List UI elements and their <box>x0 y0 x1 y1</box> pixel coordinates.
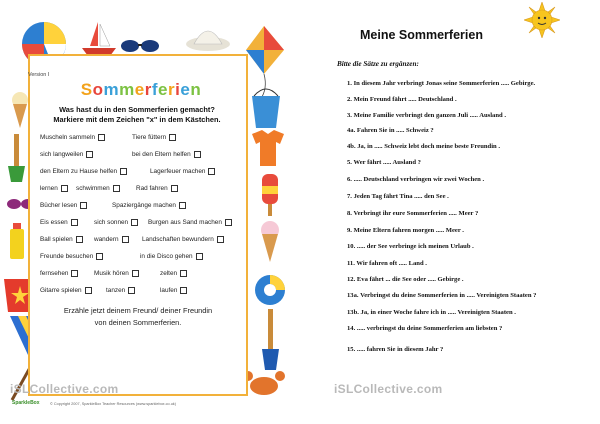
checkbox[interactable] <box>80 202 87 209</box>
activity-item[interactable]: zelten <box>160 270 187 277</box>
checkbox[interactable] <box>71 270 78 277</box>
tell-instruction-line-2: von deinen Sommerferien. <box>94 318 182 327</box>
checkbox[interactable] <box>122 236 129 243</box>
exercise-sentence: 2. Mein Freund fährt ..... Deutschland . <box>347 96 457 103</box>
exercise-sentence: 8. Verbringt ihr eure Sommerferien ..... Meer ? <box>347 210 479 217</box>
activity-item[interactable]: Landschaften bewundern <box>142 236 224 243</box>
checkbox[interactable] <box>128 287 135 294</box>
checkbox[interactable] <box>71 219 78 226</box>
question-line-1: Was hast du in den Sommerferien gemacht? <box>59 105 215 114</box>
rubber-ring-icon <box>255 275 285 305</box>
spade-icon <box>262 309 279 370</box>
sun-hat-icon <box>186 31 230 51</box>
watermark: iSLCollective.com <box>10 382 119 396</box>
left-worksheet-page <box>2 4 288 420</box>
activity-item[interactable]: in die Disco gehen <box>140 253 203 260</box>
exercise-sentence: 3. Meine Familie verbringt den ganzen Juli ..... Ausland . <box>347 112 506 119</box>
exercise-sentence: 15. ..... fahren Sie in diesem Jahr ? <box>347 346 444 353</box>
checkbox[interactable] <box>180 270 187 277</box>
checkbox[interactable] <box>131 219 138 226</box>
sunglasses-icon <box>121 40 159 52</box>
exercise-sentence: 7. Jeden Tag fährt Tina ..... den See . <box>347 193 449 200</box>
activity-item[interactable]: Freunde besuchen <box>40 253 103 260</box>
version-label: Version I <box>28 72 50 78</box>
ice-lolly-icon <box>262 174 278 216</box>
checkbox[interactable] <box>98 134 105 141</box>
checkbox[interactable] <box>76 236 83 243</box>
activity-item[interactable]: Spaziergänge machen <box>112 202 186 209</box>
checkbox[interactable] <box>120 168 127 175</box>
exercise-sentence: 11. Wir fahren oft ..... Land . <box>347 260 427 267</box>
checkbox[interactable] <box>132 270 139 277</box>
worksheet-title <box>66 80 216 100</box>
checkbox[interactable] <box>85 287 92 294</box>
sailboat-icon <box>82 22 116 56</box>
activity-item[interactable]: Rad fahren <box>136 185 178 192</box>
activity-item[interactable]: den Eltern zu Hause helfen <box>40 168 127 175</box>
sun-icon <box>524 2 560 38</box>
ice-cream-cone-icon <box>12 92 28 128</box>
exercise-sentence: 13b. Ja, in einer Woche fahre ich in ..... Vereinigten Staaten . <box>347 309 516 316</box>
right-page-title: Meine Sommerferien <box>360 28 483 42</box>
sparklebox-logo: SparkleBox <box>12 400 40 406</box>
checkbox[interactable] <box>171 185 178 192</box>
checkbox[interactable] <box>180 287 187 294</box>
activity-item[interactable]: Gitarre spielen <box>40 287 92 294</box>
activity-item[interactable]: Lagerfeuer machen <box>150 168 215 175</box>
checkbox[interactable] <box>96 253 103 260</box>
exercise-sentence: 9. Meine Eltern fahren morgen ..... Meer . <box>347 227 464 234</box>
worksheet-title-text: Sommerferien <box>80 80 202 99</box>
activity-item[interactable]: Ball spielen <box>40 236 83 243</box>
ice-cream-cone-icon <box>261 221 279 262</box>
activity-item[interactable]: sich sonnen <box>94 219 138 226</box>
exercise-sentence: 1. In diesem Jahr verbringt Jonas seine Sommerferien ..... Gebirge. <box>347 80 536 87</box>
watermark: iSLCollective.com <box>334 382 443 396</box>
checkbox[interactable] <box>169 134 176 141</box>
copyright-text: © Copyright 2007, SparkleBox Teacher Resources (www.sparklebox.co.uk) <box>50 402 176 406</box>
exercise-sentence: 4b. Ja, in ..... Schweiz lebt doch meine beste Freundin . <box>347 143 501 150</box>
checkbox[interactable] <box>196 253 203 260</box>
checkbox[interactable] <box>86 151 93 158</box>
activity-item[interactable]: lernen <box>40 185 68 192</box>
exercise-sentence: 14. ..... verbringst du deine Sommerferien am liebsten ? <box>347 325 503 332</box>
activity-item[interactable]: fernsehen <box>40 270 78 277</box>
instruction-text: Bitte die Sätze zu ergänzen: <box>337 60 419 68</box>
exercise-sentence: 4a. Fahren Sie in ..... Schweiz ? <box>347 127 434 134</box>
checkbox[interactable] <box>217 236 224 243</box>
checkbox[interactable] <box>194 151 201 158</box>
exercise-sentence: 5. Wer fährt ..... Ausland ? <box>347 159 421 166</box>
activity-item[interactable]: Musik hören <box>94 270 139 277</box>
checkbox[interactable] <box>208 168 215 175</box>
checkbox[interactable] <box>225 219 232 226</box>
activity-item[interactable]: schwimmen <box>76 185 120 192</box>
activity-item[interactable]: Bücher lesen <box>40 202 87 209</box>
exercise-sentence: 10. ..... der See verbringe ich meinen Urlaub . <box>347 243 474 250</box>
activity-item[interactable]: Burgen aus Sand machen <box>148 219 232 226</box>
question-line-2: Markiere mit dem Zeichen "x" in dem Kästchen. <box>53 115 221 124</box>
activity-item[interactable]: sich langweilen <box>40 151 93 158</box>
spade-icon <box>8 134 25 182</box>
bucket-icon <box>252 89 280 128</box>
activity-item[interactable]: Eis essen <box>40 219 78 226</box>
activity-item[interactable]: tanzen <box>106 287 135 294</box>
activity-item[interactable]: wandern <box>94 236 129 243</box>
tell-instruction-line-1: Erzähle jetzt deinem Freund/ deiner Freundin <box>63 306 213 315</box>
activity-item[interactable]: laufen <box>160 287 187 294</box>
t-shirt-icon <box>252 130 284 166</box>
activity-item[interactable]: Tiere füttern <box>132 134 176 141</box>
checkbox[interactable] <box>113 185 120 192</box>
exercise-sentence: 12. Eva fährt ... die See oder ..... Gebirge . <box>347 276 464 283</box>
activity-item[interactable]: bei den Eltern helfen <box>132 151 201 158</box>
exercise-sentence: 6. ..... Deutschland verbringen wir zwei Wochen . <box>347 176 485 183</box>
checkbox[interactable] <box>61 185 68 192</box>
exercise-sentence: 13a. Verbringst du deine Sommerferien in ..... Vereinigten Staaten ? <box>347 292 537 299</box>
sun-cream-bottle-icon <box>10 223 24 259</box>
checkbox[interactable] <box>179 202 186 209</box>
activity-item[interactable]: Muscheln sammeln <box>40 134 105 141</box>
crab-icon <box>243 371 285 395</box>
